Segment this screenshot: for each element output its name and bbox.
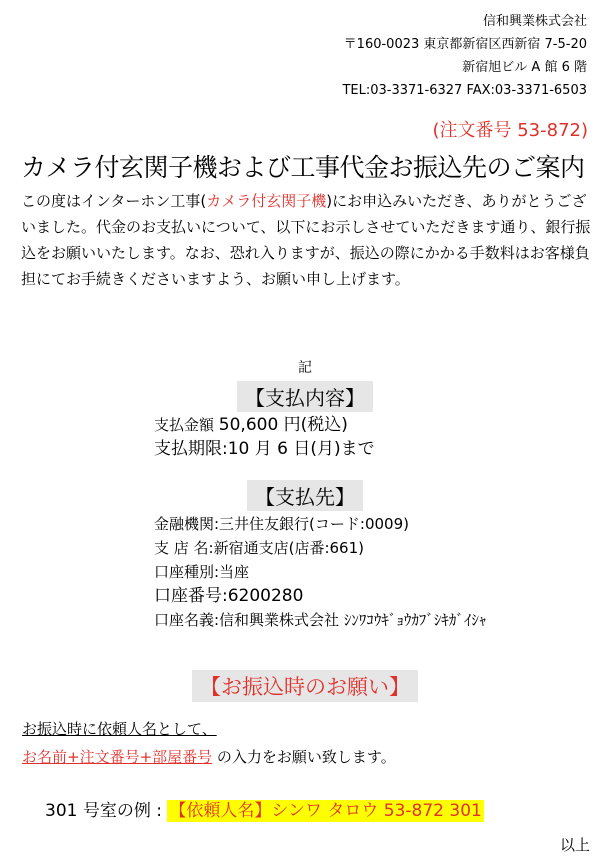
payment-amount-label: 支払金額: [154, 416, 219, 434]
payee-branch: 支 店 名:新宿通支店(店番:661): [154, 539, 364, 557]
payee-account-name: 口座名義:信和興業株式会社 ｼﾝﾜｺｳｷﾞｮｳｶﾌﾞｼｷｶﾞｲｼｬ: [154, 611, 487, 629]
transfer-request: [22, 715, 396, 771]
intro-text-2: )にお申込みいただき、ありがとうございました。代金のお支払いについて、以下にお示しさせていただきます通り、銀行振込をお願いいたします。なお、恐れ入りますが、振込の際にかかる手数料はお客様負担にてお手続きくださいますよう、お願い申し上げます。: [21, 192, 591, 288]
request-required-fields: お名前+注文番号+部屋番号: [22, 748, 213, 766]
payee-account-number: 口座番号:6200280: [154, 586, 304, 606]
intro-product-name: カメラ付玄関子機: [206, 192, 327, 210]
payment-amount-row: [154, 413, 375, 437]
intro-paragraph: [21, 188, 591, 292]
request-line-2-rest: の入力をお願い致します。: [212, 748, 396, 766]
order-number: (注文番号 53-872): [432, 120, 588, 141]
request-line-1: お振込時に依頼人名として、: [22, 720, 217, 738]
payment-content-block: [154, 413, 375, 461]
payment-deadline: 支払期限:10 月 6 日(月)まで: [154, 439, 375, 459]
closing-text: 以上: [559, 836, 590, 854]
company-building: 新宿旭ビル A 館 6 階: [462, 60, 587, 75]
page-title: カメラ付玄関子機および工事代金お振込先のご案内: [21, 153, 585, 182]
example-row: [45, 796, 484, 821]
payee-block: [154, 512, 486, 632]
transfer-request-heading: 【お振込時のお願い】: [192, 670, 418, 702]
company-name: 信和興業株式会社: [482, 14, 587, 29]
payee-account-type: 口座種別:当座: [154, 563, 250, 581]
payment-content-heading: 【支払内容】: [237, 381, 373, 412]
payee-bank: 金融機関:三井住友銀行(コード:0009): [154, 515, 409, 533]
company-contact: TEL:03-3371-6327 FAX:03-3371-6503: [342, 83, 587, 98]
example-value: 【依頼人名】シンワ タロウ 53-872 301: [169, 801, 482, 821]
intro-text-1: この度はインターホン工事(: [21, 192, 207, 210]
ki-marker: 記: [298, 360, 312, 376]
payment-amount-value: 50,600 円(税込): [218, 415, 348, 435]
request-line-2: [22, 748, 396, 766]
example-label: 301 号室の例 :: [45, 801, 162, 821]
company-address: 〒160-0023 東京都新宿区西新宿 7-5-20: [343, 37, 587, 52]
company-info: [342, 10, 587, 102]
payee-heading: 【支払先】: [247, 480, 363, 511]
